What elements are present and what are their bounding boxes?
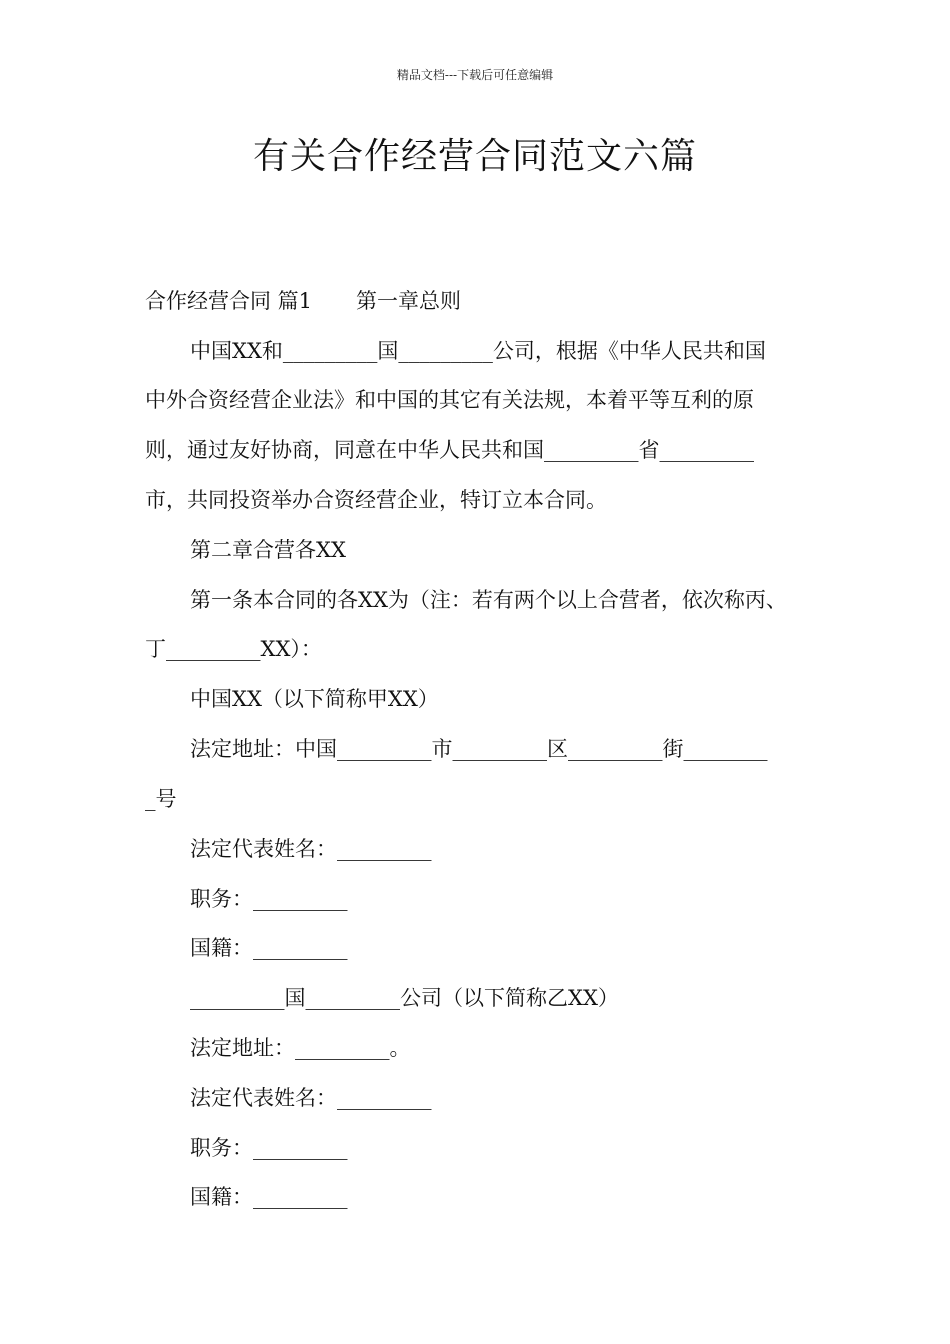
party-heading: _________国_________公司（以下简称乙XX） (190, 986, 619, 1010)
form-field-line: 法定地址：_________。 (190, 1036, 411, 1060)
article-label: 合作经营合同 篇1 (145, 289, 313, 313)
form-field-line: 法定地址：中国_________市_________区_________街________ (190, 737, 768, 761)
form-field-line: 国籍：_________ (190, 936, 348, 960)
party-heading: 中国XX（以下简称甲XX） (190, 687, 439, 711)
chapter-heading: 第二章合营各XX (190, 538, 346, 562)
form-field-line: 职务：_________ (190, 887, 348, 911)
page-header: 精品文档---下载后可任意编辑 (396, 68, 554, 82)
document-title: 有关合作经营合同范文六篇 (252, 136, 697, 177)
chapter-heading: 第一章总则 (356, 289, 462, 313)
form-field-line: 国籍：_________ (190, 1185, 348, 1209)
paragraph-line: 丁_________XX）： (145, 637, 322, 661)
form-field-line: _号 (145, 787, 177, 811)
section-heading-line (145, 286, 825, 316)
form-field-line: 法定代表姓名：_________ (190, 837, 432, 861)
paragraph-line: 中外合资经营企业法》和中国的其它有关法规，本着平等互利的原 (145, 388, 754, 412)
paragraph-line: 中国XX和_________国_________公司，根据《中华人民共和国 (190, 339, 766, 363)
paragraph-line: 第一条本合同的各XX为（注：若有两个以上合营者，依次称丙、 (190, 588, 787, 612)
form-field-line: 法定代表姓名：_________ (190, 1086, 432, 1110)
paragraph-line: 则，通过友好协商，同意在中华人民共和国_________省_________ (145, 438, 754, 462)
paragraph-line: 市，共同投资举办合资经营企业，特订立本合同。 (145, 488, 607, 512)
form-field-line: 职务：_________ (190, 1136, 348, 1160)
